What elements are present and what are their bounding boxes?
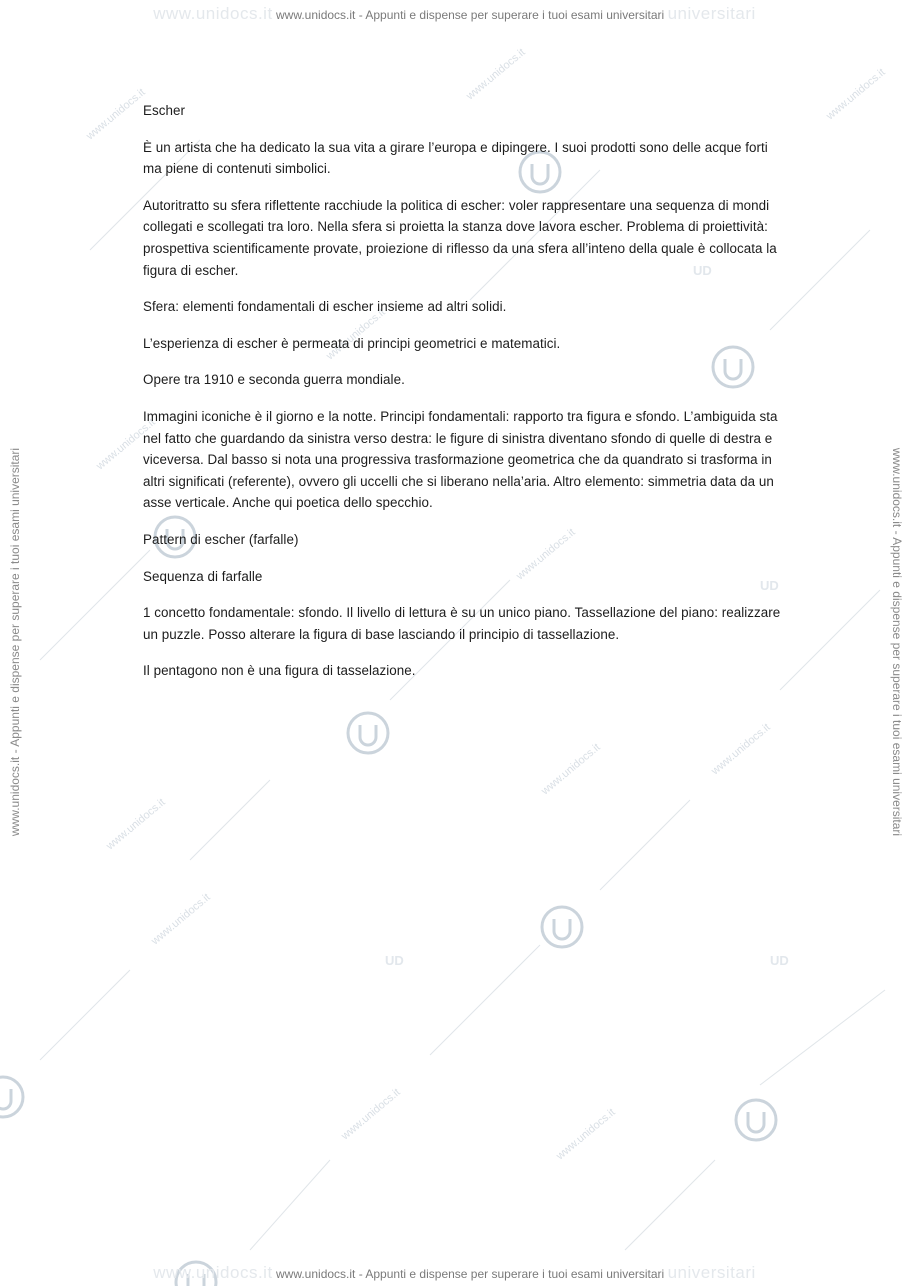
paragraph-9: 1 concetto fondamentale: sfondo. Il livello di lettura è su un unico piano. Tassellazione del piano: realizzare un puzzle. Posso alterare la figura di base lasciando il principio di tassellazione. [143, 605, 781, 642]
document-body [143, 100, 788, 697]
svg-text:www.unidocs.it: www.unidocs.it [149, 891, 213, 948]
paragraph-1: È un artista che ha dedicato la sua vita a girare l’europa e dipingere. I suoi prodotti sono delle acque forti ma piene di contenuti simbolici. [143, 139, 768, 177]
svg-text:UD: UD [770, 953, 789, 968]
svg-text:www.unidocs.it: www.unidocs.it [104, 796, 168, 853]
header-ghost-left: www.unidocs.it [153, 4, 273, 23]
svg-text:www.unidocs.it: www.unidocs.it [709, 721, 773, 778]
paragraph-3: Sfera: elementi fondamentali di escher insieme ad altri solidi. [143, 299, 507, 315]
paragraph-4: L’esperienza di escher è permeata di principi geometrici e matematici. [143, 335, 561, 351]
paragraph-10: Il pentagono non è una figura di tasselazione. [143, 663, 416, 679]
svg-text:www.unidocs.it: www.unidocs.it [539, 741, 603, 798]
svg-text:UD: UD [693, 263, 712, 278]
svg-text:www.unidocs.it: www.unidocs.it [324, 306, 388, 363]
svg-text:www.unidocs.it: www.unidocs.it [824, 66, 888, 123]
footer-ghost-left: www.unidocs.it [153, 1263, 273, 1282]
footer-watermark [0, 1263, 909, 1283]
paragraph-8: Sequenza di farfalle [143, 568, 263, 584]
svg-text:www.unidocs.it: www.unidocs.it [94, 416, 158, 473]
header-ghost-right: universitari [667, 4, 756, 23]
svg-text:UD: UD [385, 953, 404, 968]
right-side-watermark: www.unidocs.it - Appunti e dispense per superare i tuoi esami universitari [890, 447, 904, 837]
svg-text:www.unidocs.it: www.unidocs.it [84, 86, 148, 143]
header-watermark-text: www.unidocs.it - Appunti e dispense per superare i tuoi esami universitari [276, 8, 665, 22]
paragraph-7: Pattern di escher (farfalle) [143, 531, 299, 547]
left-side-watermark: www.unidocs.it - Appunti e dispense per superare i tuoi esami universitari [8, 447, 22, 837]
svg-text:www.unidocs.it: www.unidocs.it [554, 1106, 618, 1163]
footer-ghost-right: universitari [667, 1263, 756, 1282]
svg-text:UD: UD [760, 578, 779, 593]
footer-watermark-text: www.unidocs.it - Appunti e dispense per superare i tuoi esami universitari [276, 1267, 665, 1281]
paragraph-2: Autoritratto su sfera riflettente racchiude la politica di escher: voler rappresentare una sequenza di mondi collegati e scollegati tra loro. Nella sfera si proietta la stanza dove lavora escher. Problema di proiettività: prospettiva scientificamente provate, proiezione di riflesso da una sfera all’inteno della quale è collocata la figura di escher. [143, 197, 777, 278]
svg-text:www.unidocs.it: www.unidocs.it [339, 1086, 403, 1143]
paragraph-6: Immagini iconiche è il giorno e la notte. Principi fondamentali: rapporto tra figura e sfondo. L’ambiguida sta nel fatto che guardando da sinistra verso destra: le figure di sinistra diventano sfondo di quelle di destra e viceversa. Dal basso si nota una progressiva trasformazione geometrica che da quandrato si trasforma in altri significati (referente), ovvero gli uccelli che si liberano nella’aria. Altro elemento: simmetria data da un asse verticale. Anche qui poetica dello specchio. [143, 408, 778, 511]
document-title: Escher [143, 103, 185, 118]
header-watermark [0, 4, 909, 24]
svg-text:www.unidocs.it: www.unidocs.it [514, 526, 578, 583]
svg-text:www.unidocs.it: www.unidocs.it [464, 46, 528, 103]
paragraph-5: Opere tra 1910 e seconda guerra mondiale. [143, 372, 405, 388]
